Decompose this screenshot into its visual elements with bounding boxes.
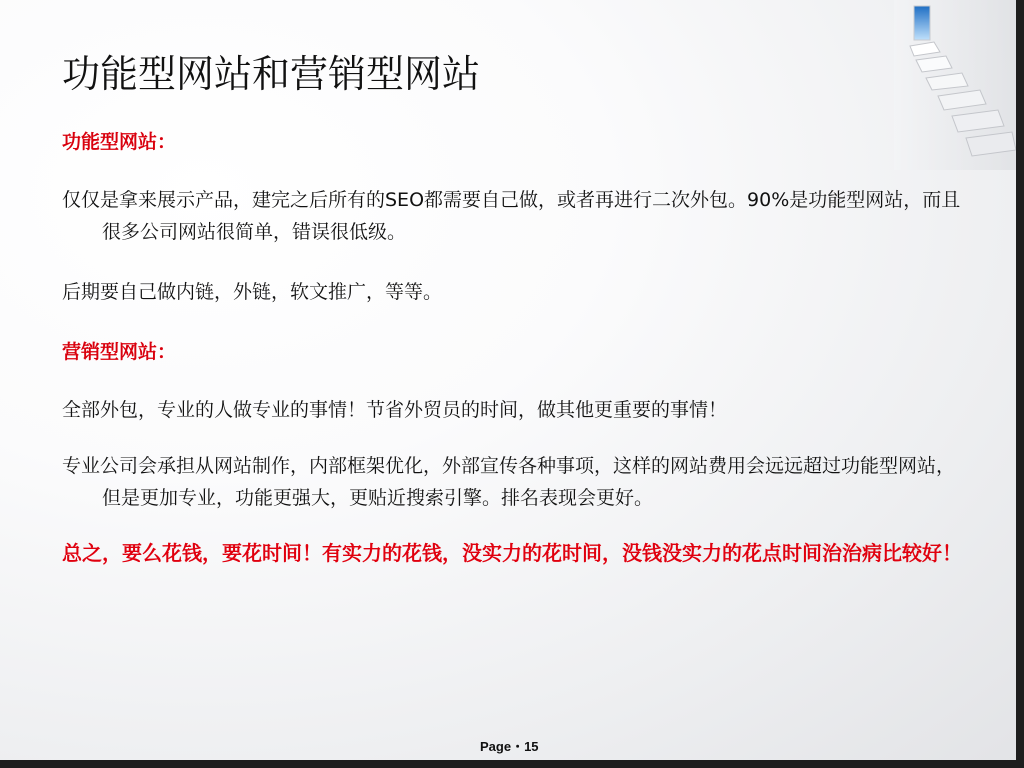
slide-title: 功能型网站和营销型网站: [62, 52, 481, 96]
paragraph-marketing-2: 专业公司会承担从网站制作，内部框架优化，外部宣传各种事项，这样的网站费用会远远超过功能型网站，但是更加专业，功能更强大，更贴近搜索引擎。排名表现会更好。: [62, 455, 956, 509]
slide-content: [62, 126, 962, 570]
page-number: Page・15: [480, 739, 539, 754]
paragraph-marketing-1: 全部外包，专业的人做专业的事情！节省外贸员的时间，做其他更重要的事情！: [62, 399, 728, 421]
section-heading-marketing: 营销型网站：: [62, 341, 177, 363]
slide-border-right: [1016, 0, 1024, 768]
paragraph-functional-2: 后期要自己做内链，外链，软文推广，等等。: [62, 281, 443, 303]
slide-border-bottom: [0, 760, 1024, 768]
paragraph-functional-1: 仅仅是拿来展示产品，建完之后所有的SEO都需要自己做，或者再进行二次外包。90%是功能型网站，而且很多公司网站很简单，错误很低级。: [62, 189, 961, 243]
section-heading-functional: 功能型网站：: [62, 131, 177, 153]
conclusion-text: 总之，要么花钱，要花时间！有实力的花钱，没实力的花时间，没钱没实力的花点时间治治病比较好！: [62, 541, 962, 565]
